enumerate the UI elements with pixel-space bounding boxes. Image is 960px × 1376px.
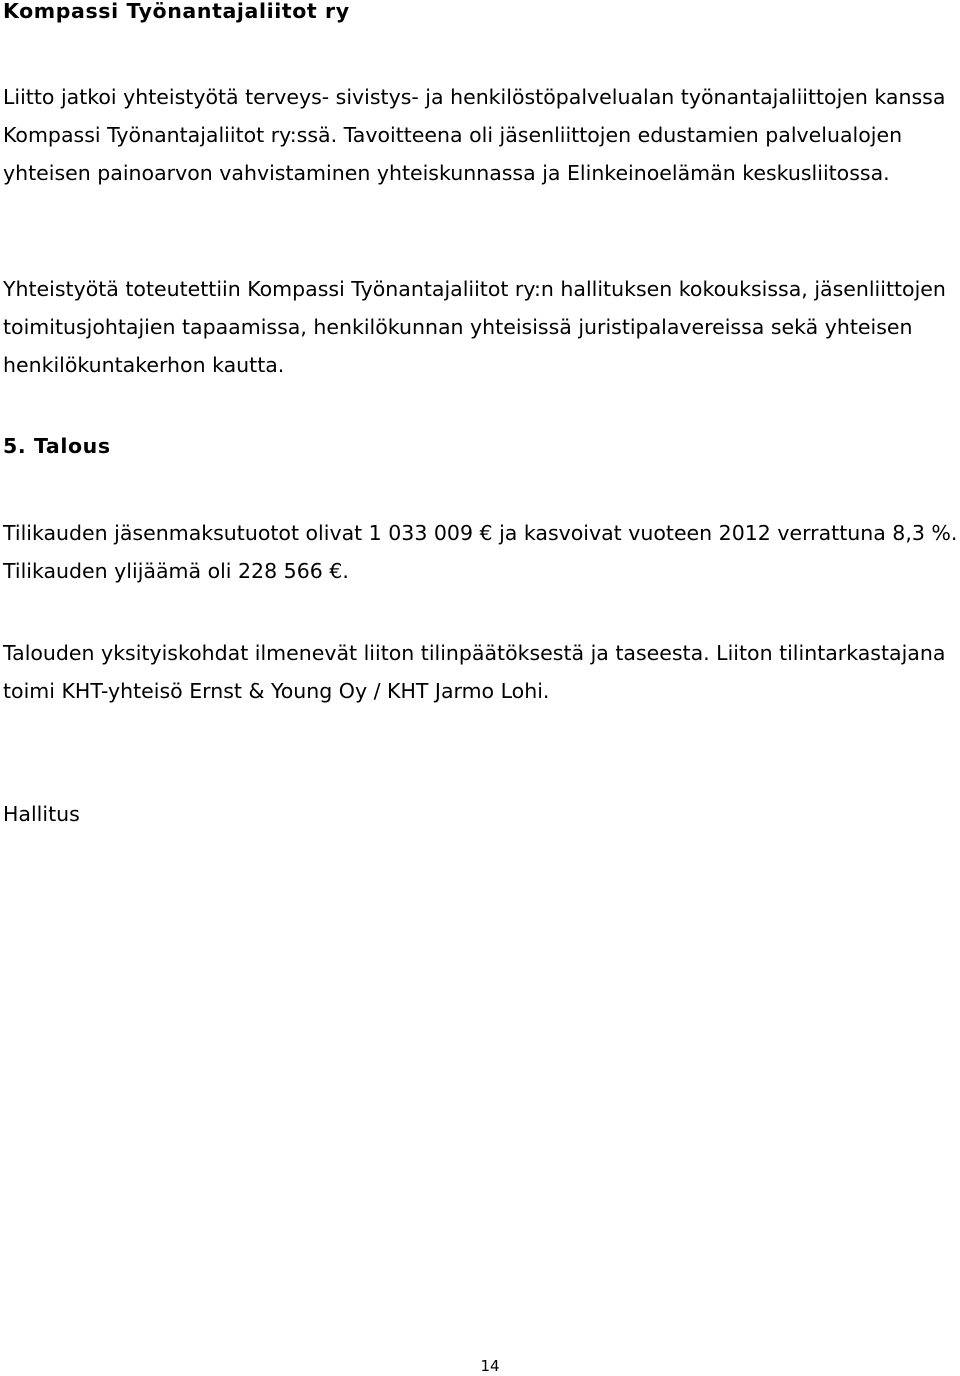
section-title: Kompassi Työnantajaliitot ry: [3, 0, 350, 23]
signature: Hallitus: [3, 802, 80, 826]
paragraph-collaboration: Liitto jatkoi yhteistyötä terveys- sivistys- ja henkilöstöpalvelualan työnantajaliittojen kanssa Kompassi Työnantajaliitot ry:ssä. Tavoitteena oli jäsenliittojen edustamien palvelualojen yhteisen painoarvon vahvistaminen yhteiskunnassa ja Elinkeinoelämän keskusliitossa.: [3, 85, 946, 185]
page-number: 14: [480, 1357, 500, 1375]
paragraph-membership-fees: Tilikauden jäsenmaksutuotot olivat 1 033 009 € ja kasvoivat vuoteen 2012 verrattuna 8,3 %. Tilikauden ylijäämä oli 228 566 €.: [3, 521, 958, 583]
section-5-title: 5. Talous: [3, 434, 111, 458]
paragraph-cooperation-methods: Yhteistyötä toteutettiin Kompassi Työnantajaliitot ry:n hallituksen kokouksissa, jäsenliittojen toimitusjohtajien tapaamissa, henkilökunnan yhteisissä juristipalavereissa sekä yhteisen henkilökuntakerhon kautta.: [3, 277, 946, 377]
paragraph-audit: Talouden yksityiskohdat ilmenevät liiton tilinpäätöksestä ja taseesta. Liiton tilintarkastajana toimi KHT-yhteisö Ernst & Young Oy / KHT Jarmo Lohi.: [3, 641, 946, 703]
